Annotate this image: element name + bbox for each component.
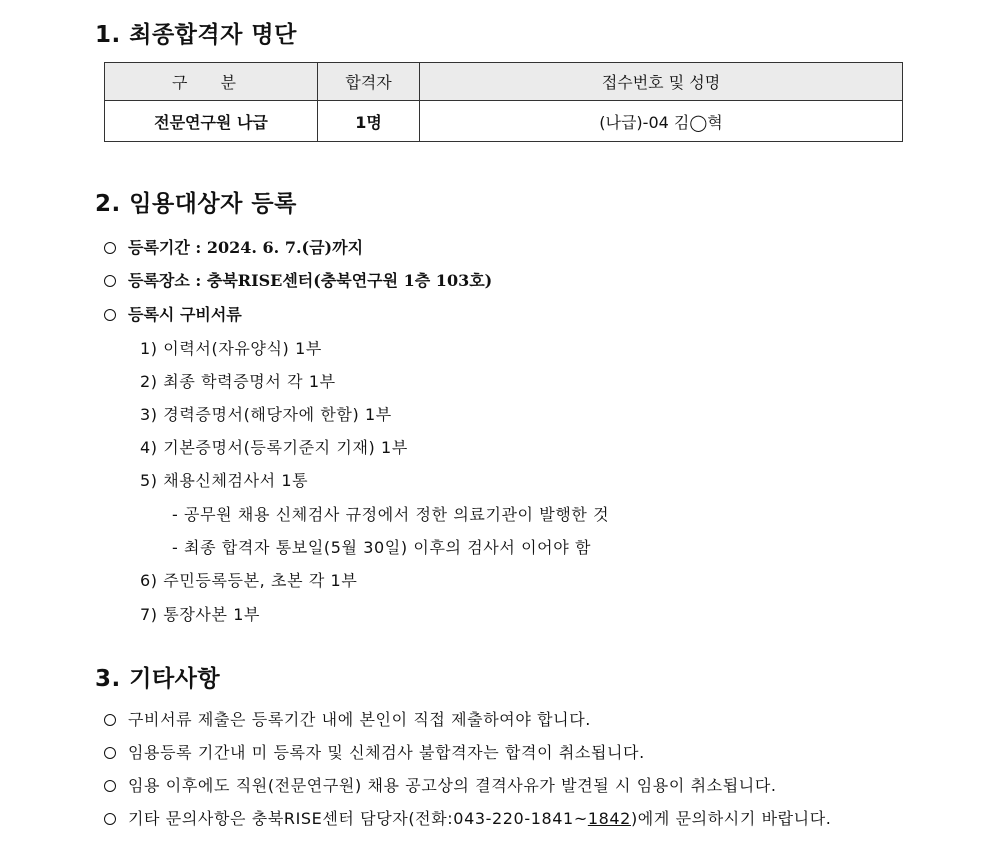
doc-sub-item: - 공무원 채용 신체검사 규정에서 정한 의료기관이 발행한 것 — [172, 505, 610, 524]
header-category: 구 분 — [105, 63, 318, 101]
doc-item: 5) 채용신체검사서 1통 — [140, 471, 309, 490]
final-passers-table — [104, 62, 903, 142]
doc-item: 4) 기본증명서(등록기준지 기재) 1부 — [140, 438, 408, 457]
registration-period: 등록기간 : 2024. 6. 7.(금)까지 — [104, 235, 363, 258]
section-1-heading: 1. 최종합격자 명단 — [95, 22, 297, 48]
header-passers: 합격자 — [318, 63, 420, 101]
circle-bullet-icon — [104, 714, 116, 726]
circle-bullet-icon — [104, 309, 116, 321]
section-2-heading: 2. 임용대상자 등록 — [95, 191, 297, 217]
note-item: 임용등록 기간내 미 등록자 및 신체검사 불합격자는 합격이 취소됩니다. — [104, 740, 645, 763]
circle-bullet-icon — [104, 780, 116, 792]
circle-bullet-icon — [104, 747, 116, 759]
cell-application: (나급)-04 김◯혁 — [420, 101, 903, 142]
required-docs-title: 등록시 구비서류 — [104, 302, 242, 325]
doc-item: 2) 최종 학력증명서 각 1부 — [140, 372, 336, 391]
cell-passers: 1명 — [318, 101, 420, 142]
note-item: 구비서류 제출은 등록기간 내에 본인이 직접 제출하여야 합니다. — [104, 707, 591, 730]
table-row — [105, 101, 903, 142]
doc-item: 6) 주민등록등본, 초본 각 1부 — [140, 571, 358, 590]
circle-bullet-icon — [104, 242, 116, 254]
cell-category: 전문연구원 나급 — [105, 101, 318, 142]
section-3-heading: 3. 기타사항 — [95, 666, 221, 692]
doc-item: 1) 이력서(자유양식) 1부 — [140, 339, 322, 358]
circle-bullet-icon — [104, 275, 116, 287]
doc-sub-item: - 최종 합격자 통보일(5월 30일) 이후의 검사서 이어야 함 — [172, 538, 592, 557]
phone-extension: 1842 — [587, 809, 631, 828]
contact-note: 기타 문의사항은 충북RISE센터 담당자(전화:043-220-1841~1842)에게 문의하시기 바랍니다. — [104, 806, 832, 829]
header-application: 접수번호 및 성명 — [420, 63, 903, 101]
registration-place: 등록장소 : 충북RISE센터(충북연구원 1층 103호) — [104, 268, 492, 291]
note-item: 임용 이후에도 직원(전문연구원) 채용 공고상의 결격사유가 발견될 시 임용이 취소됩니다. — [104, 773, 777, 796]
doc-item: 7) 통장사본 1부 — [140, 605, 261, 624]
table-header-row — [105, 63, 903, 101]
doc-item: 3) 경력증명서(해당자에 한함) 1부 — [140, 405, 392, 424]
circle-bullet-icon — [104, 813, 116, 825]
